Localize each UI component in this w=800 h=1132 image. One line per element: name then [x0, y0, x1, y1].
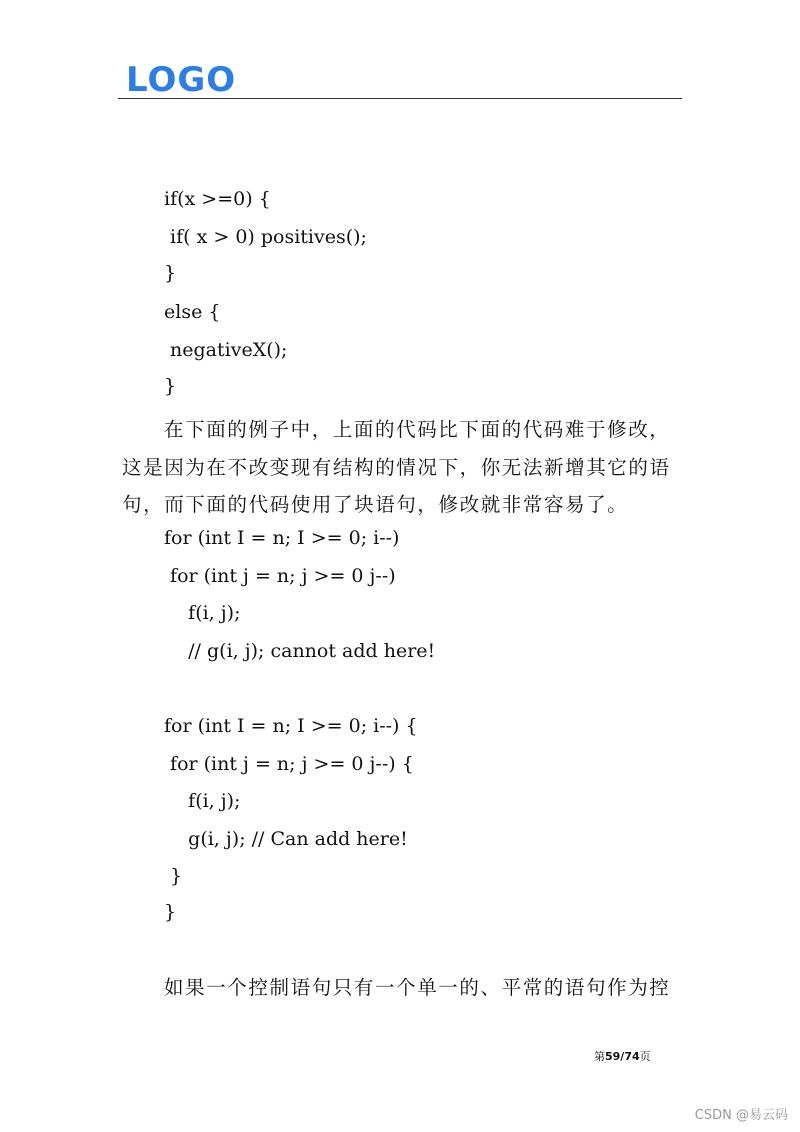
code-line: for (int j = n; j >= 0 j--): [164, 565, 396, 587]
code-line: }: [164, 375, 177, 397]
header-rule: [118, 98, 682, 99]
code-line: else {: [164, 301, 221, 323]
logo: LOGO: [126, 60, 237, 100]
watermark: CSDN @易云码: [694, 1108, 788, 1123]
code-line: g(i, j); // Can add here!: [164, 828, 408, 850]
code-line: if( x > 0) positives();: [164, 226, 367, 248]
code-line: for (int I = n; I >= 0; i--) {: [164, 715, 418, 737]
code-line: for (int I = n; I >= 0; i--): [164, 527, 400, 549]
code-line: negativeX();: [164, 339, 288, 361]
body-paragraph-continued: 如果一个控制语句只有一个单一的、平常的语句作为控: [164, 976, 671, 999]
page-indicator: [594, 1048, 651, 1064]
code-line: }: [164, 865, 183, 887]
body-paragraph: 在下面的例子中，上面的代码比下面的代码难于修改，这是因为在不改变现有结构的情况下，你无法新增其它的语句，而下面的代码使用了块语句，修改就非常容易了。: [122, 418, 671, 516]
page-number: 59/74: [605, 1050, 640, 1063]
code-line: if(x >=0) {: [164, 188, 271, 210]
code-line: // g(i, j); cannot add here!: [164, 640, 436, 662]
code-line: f(i, j);: [164, 602, 241, 624]
code-line: }: [164, 901, 177, 923]
page-prefix: 第: [594, 1050, 605, 1063]
code-line: for (int j = n; j >= 0 j--) {: [164, 753, 414, 775]
code-line: f(i, j);: [164, 790, 241, 812]
page-suffix: 页: [639, 1050, 651, 1063]
code-line: }: [164, 262, 177, 284]
